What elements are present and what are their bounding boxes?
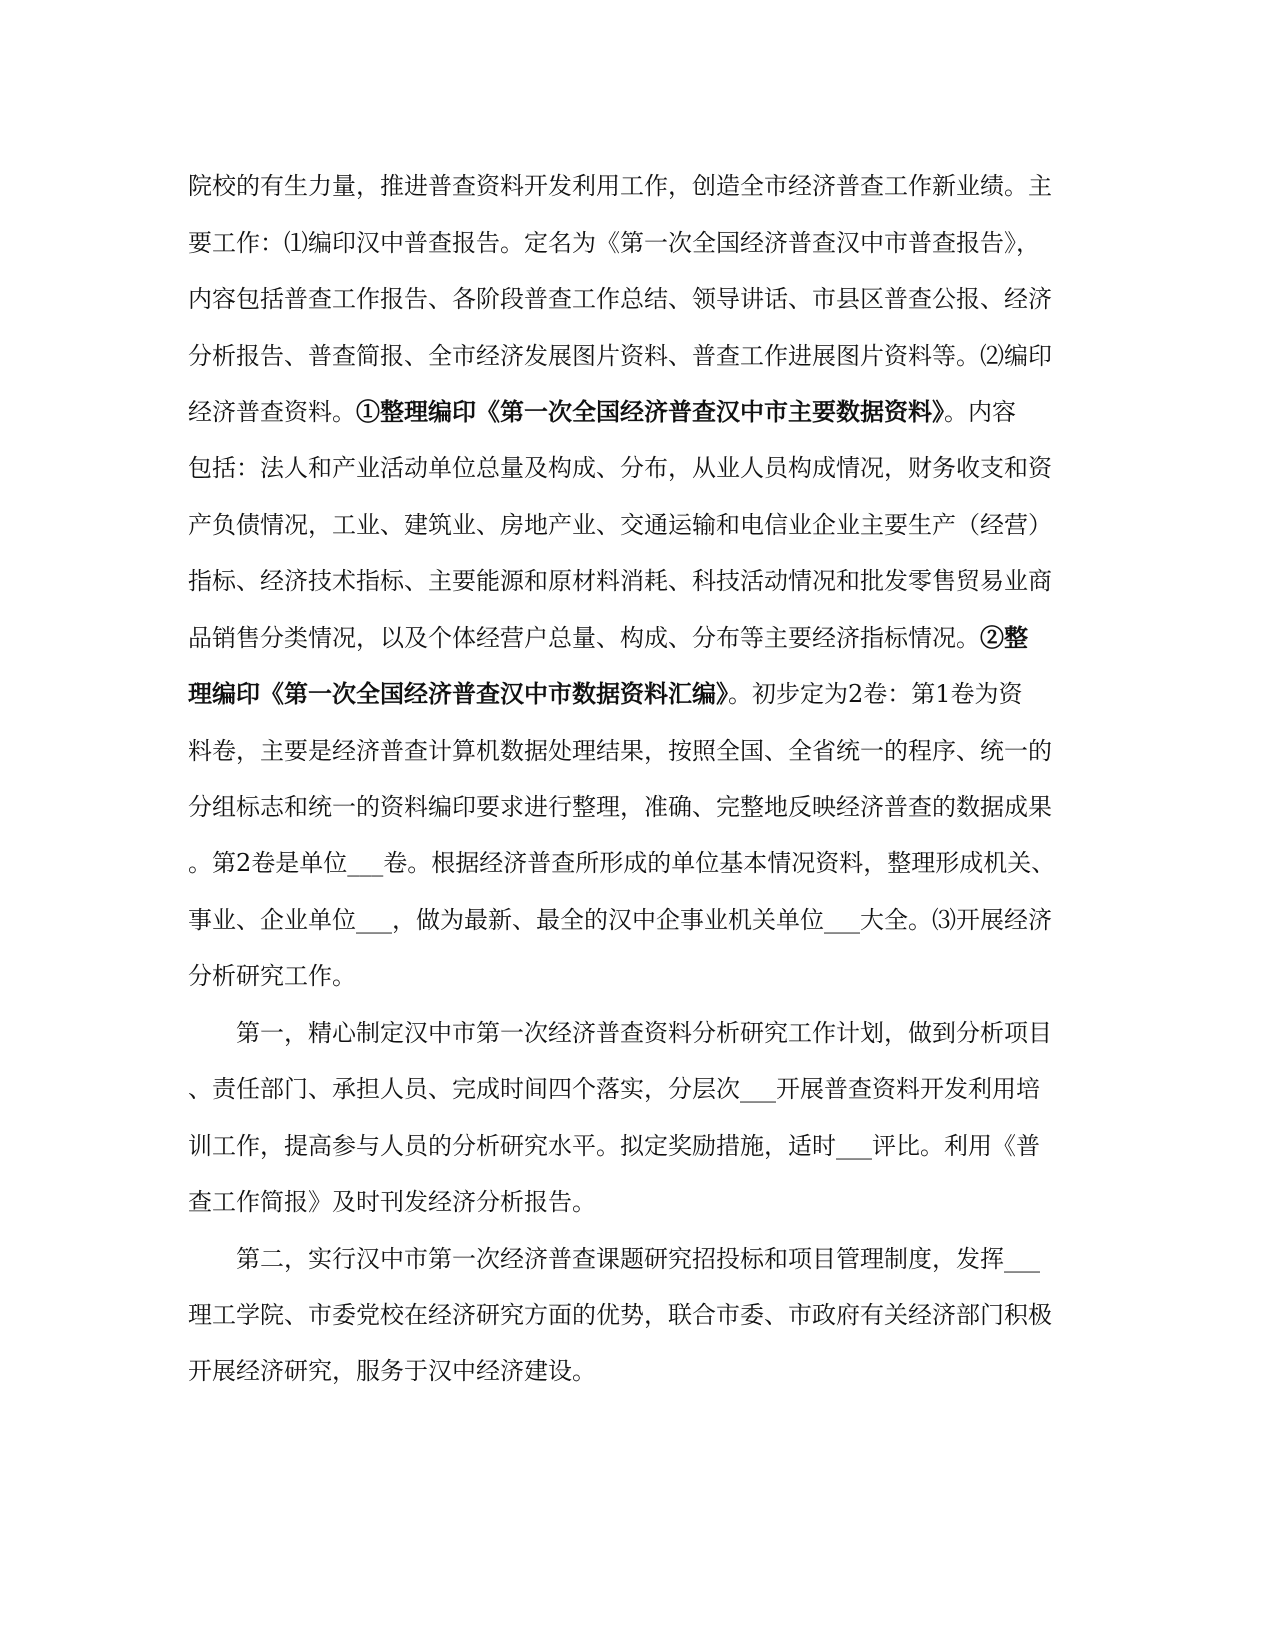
text-line-7: 产负债情况，工业、建筑业、房地产业、交通运输和电信业企业主要生产（经营） (188, 511, 1052, 539)
text-line-19: 查工作简报》及时刊发经济分析报告。 (188, 1188, 596, 1216)
text-line-5-tail: 。内容 (944, 398, 1016, 426)
text-line-9-plain: 品销售分类情况，以及个体经营户总量、构成、分布等主要经济指标情况。 (188, 624, 980, 652)
text-line-3: 内容包括普查工作报告、各阶段普查工作总结、领导讲话、市县区普查公报、经济 (188, 285, 1052, 313)
text-line-20: 第二，实行汉中市第一次经济普查课题研究招投标和项目管理制度，发挥___ (236, 1245, 1040, 1273)
text-line-10 (188, 678, 1023, 710)
text-line-17: 、责任部门、承担人员、完成时间四个落实，分层次___开展普查资料开发利用培 (188, 1075, 1040, 1103)
text-line-1: 院校的有生力量，推进普查资料开发利用工作，创造全市经济普查工作新业绩。主 (188, 172, 1052, 200)
text-line-22: 开展经济研究，服务于汉中经济建设。 (188, 1357, 596, 1385)
text-line-21: 理工学院、市委党校在经济研究方面的优势，联合市委、市政府有关经济部门积极 (188, 1301, 1052, 1329)
text-line-11: 料卷，主要是经济普查计算机数据处理结果，按照全国、全省统一的程序、统一的 (188, 737, 1052, 765)
text-line-16: 第一，精心制定汉中市第一次经济普查资料分析研究工作计划，做到分析项目 (236, 1019, 1052, 1047)
text-line-5-plain: 经济普查资料。 (188, 398, 356, 426)
text-line-5 (188, 396, 1016, 428)
text-line-9-bold: ②整 (980, 623, 1028, 652)
text-line-18: 训工作，提高参与人员的分析研究水平。拟定奖励措施，适时___评比。利用《普 (188, 1132, 1040, 1160)
text-line-10-bold: 理编印《第一次全国经济普查汉中市数据资料汇编》 (188, 679, 728, 708)
text-line-15: 分析研究工作。 (188, 962, 356, 990)
text-line-12: 分组标志和统一的资料编印要求进行整理，准确、完整地反映经济普查的数据成果 (188, 793, 1052, 821)
text-line-8: 指标、经济技术指标、主要能源和原材料消耗、科技活动情况和批发零售贸易业商 (188, 567, 1052, 595)
text-line-2: 要工作：⑴编印汉中普查报告。定名为《第一次全国经济普查汉中市普查报告》， (188, 229, 1040, 257)
text-line-4: 分析报告、普查简报、全市经济发展图片资料、普查工作进展图片资料等。⑵编印 (188, 342, 1052, 370)
text-line-10-tail: 。初步定为2卷：第1卷为资 (728, 680, 1023, 708)
text-line-9 (188, 622, 1028, 654)
text-line-5-bold: ①整理编印《第一次全国经济普查汉中市主要数据资料》 (356, 397, 944, 426)
text-line-13: 。第2卷是单位___卷。根据经济普查所形成的单位基本情况资料，整理形成机关、 (188, 849, 1056, 877)
text-line-14: 事业、企业单位___，做为最新、最全的汉中企事业机关单位___大全。⑶开展经济 (188, 906, 1052, 934)
text-line-6: 包括：法人和产业活动单位总量及构成、分布，从业人员构成情况，财务收支和资 (188, 454, 1052, 482)
